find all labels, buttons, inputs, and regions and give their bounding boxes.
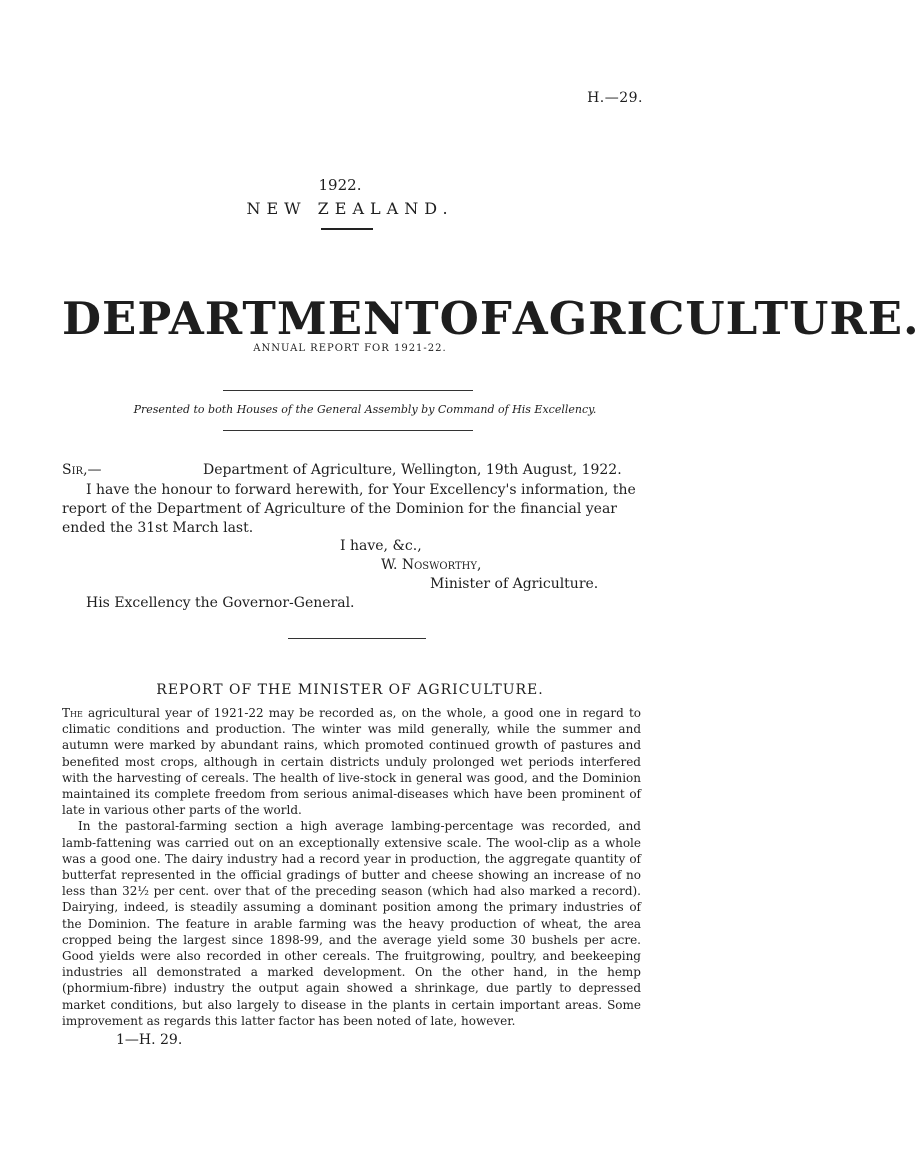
paragraph-text: agricultural year of 1921-22 may be recorded as, on the whole, a good one in regard to climatic conditions and production. The winter was mild generally, while the summer and autumn were marked by abundant rains, which promoted continued growth of pastures and benefited most crops, although in certain districts unduly prolonged wet periods interfered with the harvesting of cereals. The health of live-stock in general was good, and the Dominion maintained its complete freedom from serious animal-diseases which have been prominent of late in various other parts of the world.: [62, 706, 641, 818]
presentation-note: Presented to both Houses of the General Assembly by Command of His Excellency.: [133, 403, 597, 416]
address-date: Department of Agriculture, Wellington, 19th August, 1922.: [203, 462, 622, 478]
paragraph-lead: The: [62, 706, 83, 720]
title-divider: [321, 228, 373, 230]
title-word: DEPARTMENT: [62, 292, 440, 345]
divider: [223, 390, 473, 391]
document-reference: H.—29.: [587, 90, 643, 106]
report-paragraph: In the pastoral-farming section a high average lambing-percentage was recorded, and lamb-fattening was carried out on an exceptionally extensive scale. The wool-clip as a whole was a good one. The dairy industry had a record year in production, the aggregate quantity of butterfat represented in the official gradings of butter and cheese showing an increase of no less than 32½ per cent. over that of the preceding season (which had also marked a record). Dairying, indeed, is steadily assuming a dominant position among the primary industries of the Dominion. The feature in arable farming was the heavy production of wheat, the area cropped being the largest since 1898-99, and the average yield some 30 bushels per acre. Good yields were also recorded in other cereals. The fruitgrowing, poultry, and beekeeping industries all demonstrated a marked development. On the other hand, in the hemp (phormium-fibre) industry the output again showed a shrinkage, due partly to depressed market conditions, but also largely to disease in the plants in certain important areas. Some improvement as regards this latter factor has been noted of late, however.: [62, 819, 641, 1028]
addressee: His Excellency the Governor-General.: [86, 595, 355, 611]
divider: [288, 638, 426, 639]
letter-body: I have the honour to forward herewith, for Your Excellency's information, the report of the Department of Agriculture of the Dominion for the financial year ended the 31st March last.: [62, 482, 636, 536]
divider: [223, 430, 473, 431]
document-year: 1922.: [318, 176, 362, 194]
letter-closing: I have, &c.,: [340, 538, 422, 554]
report-body: [62, 705, 641, 1029]
report-paragraph: [62, 705, 641, 818]
signature-mark: 1—H. 29.: [116, 1032, 183, 1048]
title-word: OF: [439, 292, 513, 345]
document-title: [62, 292, 920, 345]
report-heading: REPORT OF THE MINISTER OF AGRICULTURE.: [156, 682, 544, 698]
signatory-name: W. Nosworthy,: [381, 557, 482, 573]
country-name: NEW ZEALAND.: [246, 199, 454, 218]
signatory-title: Minister of Agriculture.: [430, 576, 599, 592]
document-subtitle: ANNUAL REPORT FOR 1921-22.: [253, 343, 447, 354]
salutation: Sir,—: [62, 462, 102, 478]
title-word: AGRICULTURE.: [512, 292, 920, 345]
